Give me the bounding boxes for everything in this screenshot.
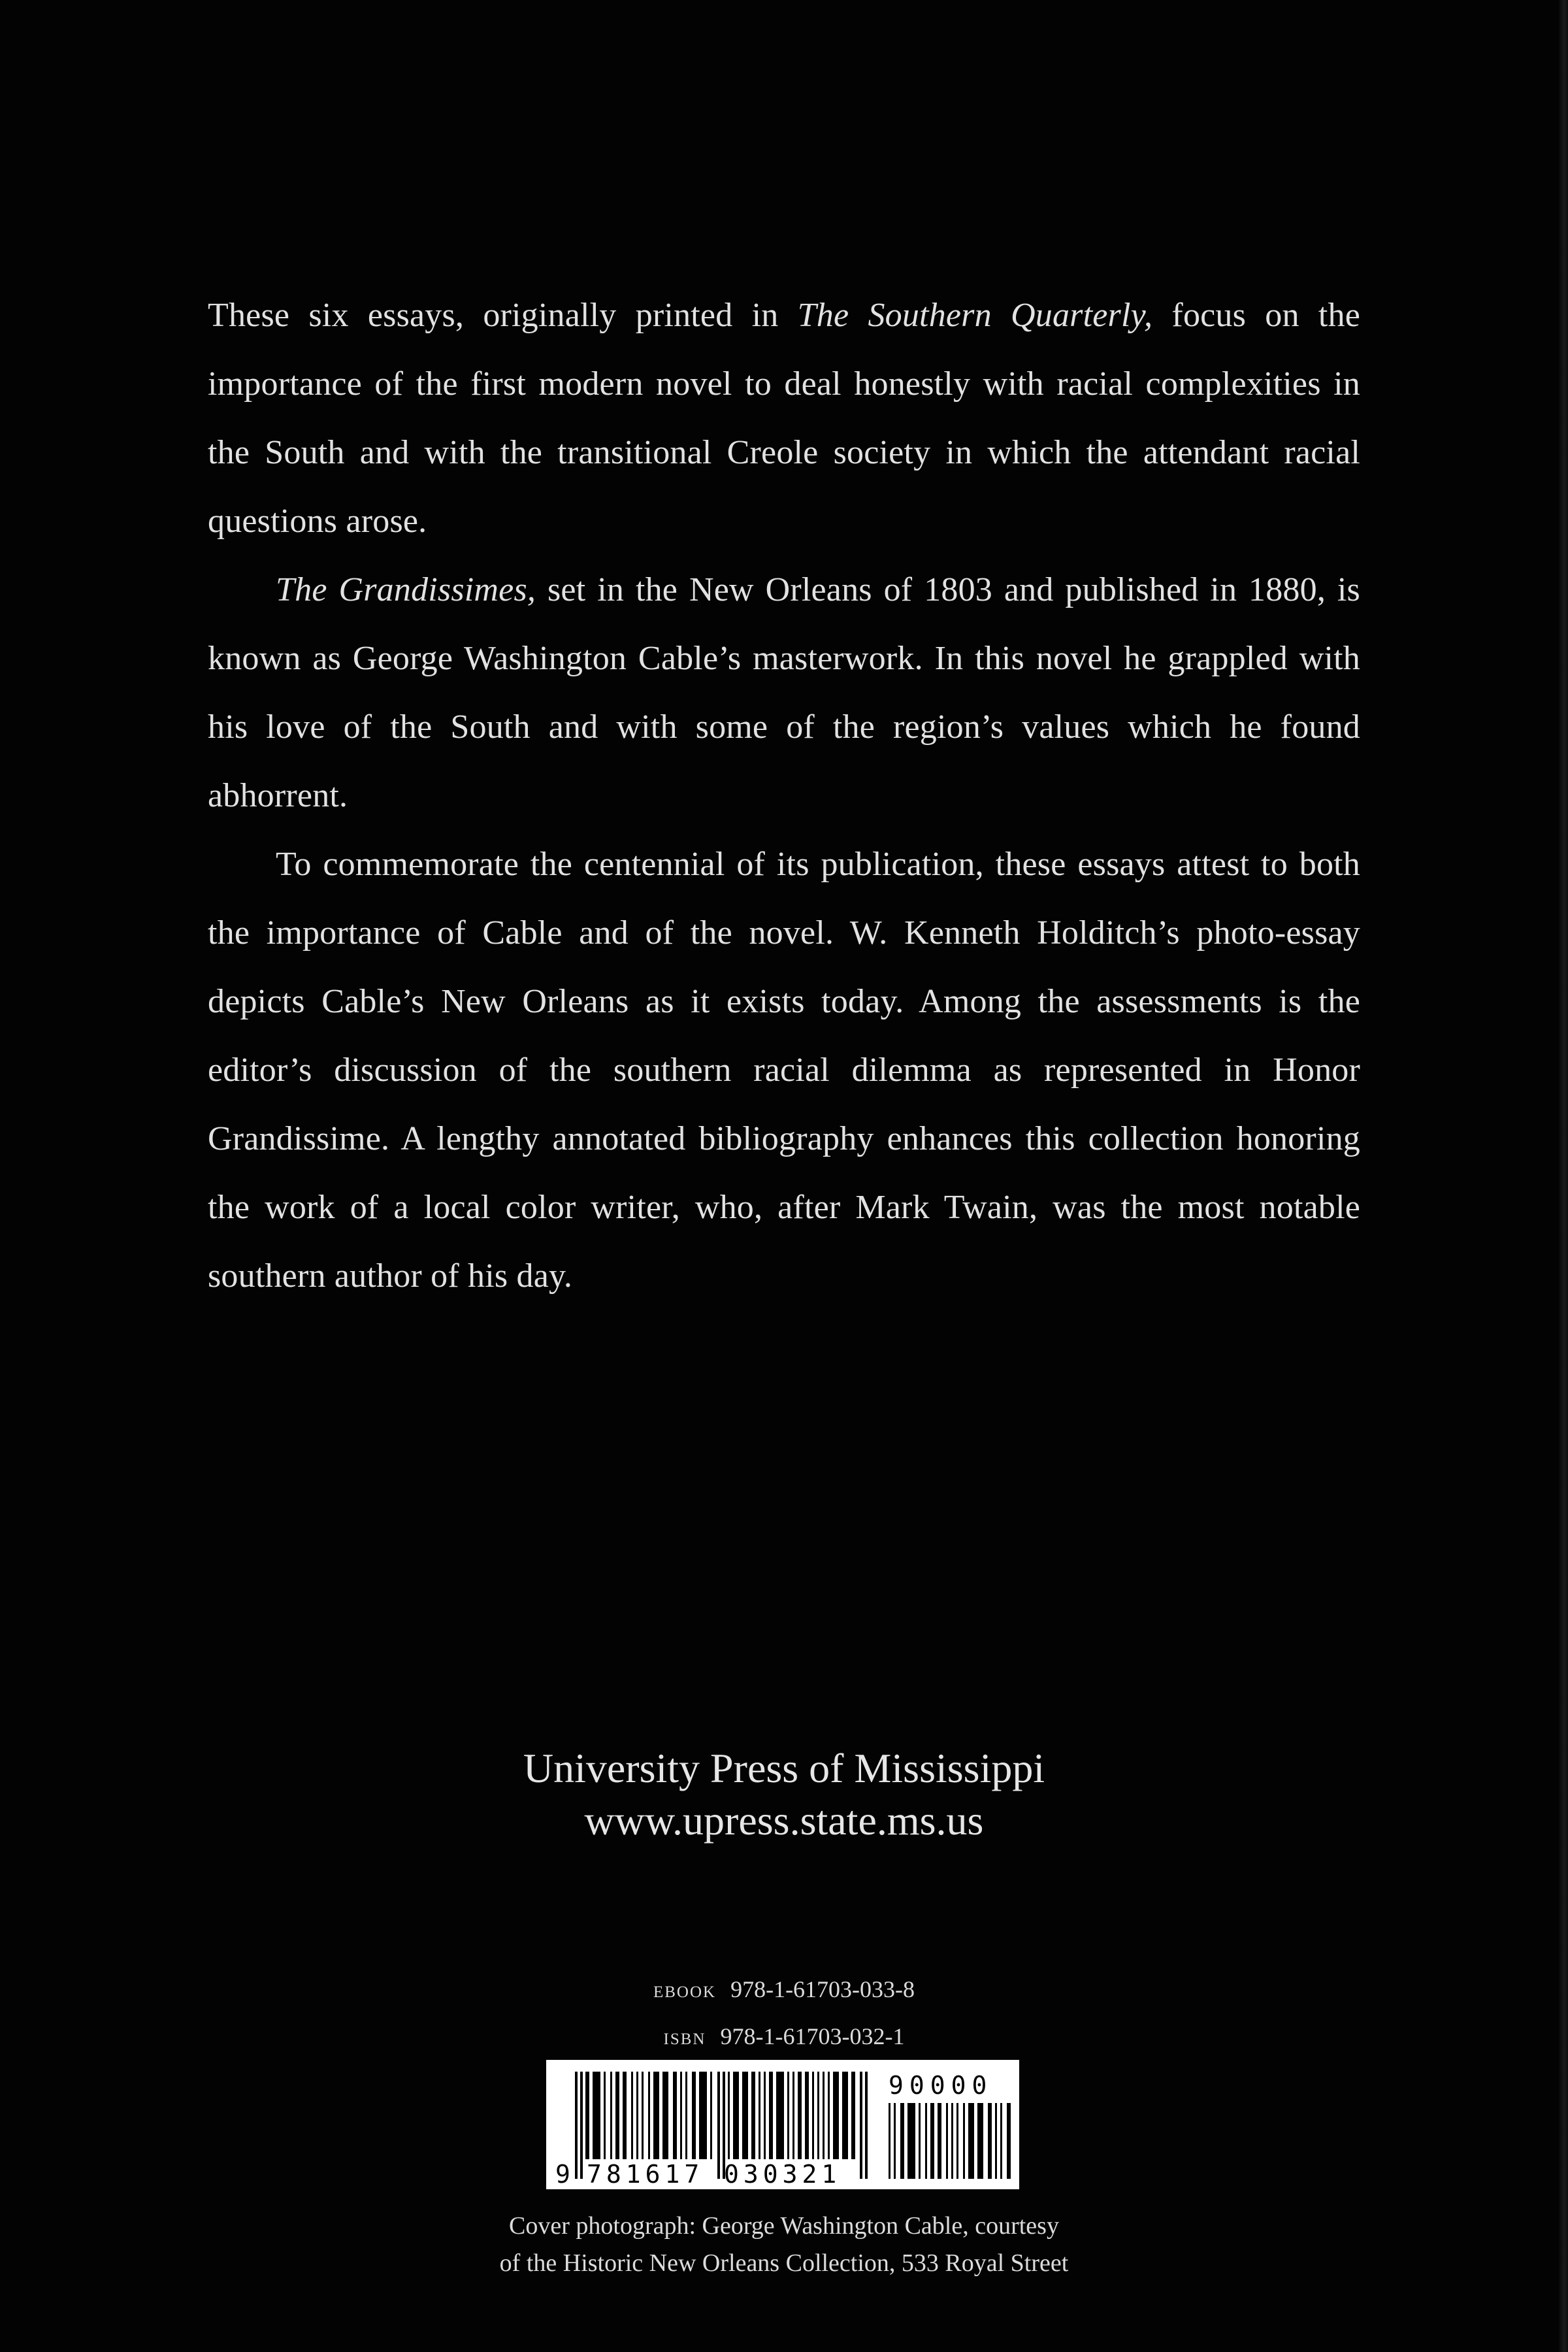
blurb-text: set in the New Orleans of 1803 and published in 1880, is known as George Washington Cable’s masterwork. In this novel he grappled with his love of the South and with some of the region’s values which he found abhorrent. — [208, 571, 1360, 814]
blurb-paragraph-3: To commemorate the centennial of its publication, these essays attest to both the importance of Cable and of the novel. W. Kenneth Holditch’s photo-essay depicts Cable’s New Orleans as it exists today. Among the assessments is the editor’s discussion of the southern racial dilemma as represented in Honor Grandissime. A lengthy annotated bibliography enhances this collection honoring the work of a local color writer, who, after Mark Twain, was the most notable southern author of his day. — [208, 846, 1360, 1295]
barcode-bar — [710, 2072, 712, 2159]
barcode-bar — [769, 2072, 773, 2159]
barcode-bar — [900, 2103, 904, 2179]
barcode-bar — [699, 2072, 707, 2159]
barcode-guard-bar — [717, 2072, 720, 2179]
barcode-bar — [889, 2103, 890, 2179]
isbn-label: isbn — [663, 2023, 706, 2049]
barcode-bar — [894, 2103, 896, 2179]
barcode-bar — [623, 2072, 627, 2159]
barcode-bar — [776, 2072, 784, 2159]
barcode-bar — [585, 2072, 589, 2159]
barcode-bar — [604, 2072, 606, 2159]
barcode-bar — [995, 2103, 997, 2179]
barcode-bar — [812, 2072, 814, 2159]
barcode-bar — [1000, 2103, 1002, 2179]
credit-line-2: of the Historic New Orleans Collection, 533 Royal Street — [499, 2249, 1069, 2277]
barcode-bar — [642, 2072, 644, 2159]
ebook-label: ebook — [653, 1976, 717, 2002]
barcode-bar — [817, 2072, 819, 2159]
barcode-bar — [680, 2072, 682, 2159]
barcode-bar — [946, 2103, 948, 2179]
barcode-bar — [685, 2072, 687, 2159]
barcode-bar — [764, 2072, 766, 2159]
barcode-bar — [823, 2072, 825, 2159]
barcode-graphic — [546, 2060, 1019, 2189]
barcode-bar — [930, 2103, 934, 2179]
barcode-bar — [759, 2072, 760, 2159]
barcode — [546, 2060, 1019, 2189]
barcode-bar — [610, 2072, 612, 2159]
barcode-bar — [792, 2072, 794, 2159]
blurb-paragraph-2 — [208, 555, 1360, 830]
barcode-bar — [963, 2103, 965, 2179]
barcode-digits-left: 781617 — [587, 2160, 704, 2189]
barcode-guard-bar — [580, 2072, 583, 2179]
barcode-bar — [951, 2103, 953, 2179]
publisher-url: www.upress.state.ms.us — [584, 1797, 984, 1844]
barcode-bar — [938, 2103, 941, 2179]
credit-line-1: Cover photograph: George Washington Cable, courtesy — [509, 2212, 1059, 2240]
barcode-digits-right: 030321 — [724, 2160, 841, 2189]
barcode-bar — [798, 2072, 802, 2159]
barcode-bar — [805, 2072, 809, 2159]
barcode-bar — [636, 2072, 638, 2159]
barcode-bar — [919, 2103, 921, 2179]
description-blurb — [208, 281, 1360, 1310]
novel-title: The Grandissimes, — [276, 571, 536, 608]
barcode-bar — [925, 2103, 927, 2179]
barcode-bar — [956, 2103, 958, 2179]
barcode-bar — [988, 2103, 992, 2179]
barcode-addon-digits: 90000 — [889, 2071, 993, 2100]
barcode-bar — [977, 2103, 983, 2179]
barcode-guard-bar — [575, 2072, 578, 2179]
barcode-bar — [787, 2072, 789, 2159]
barcode-bar — [653, 2072, 659, 2159]
barcode-bar — [907, 2103, 915, 2179]
publisher-block — [0, 1742, 1568, 1847]
barcode-bar — [828, 2072, 830, 2159]
barcode-guard-bar — [860, 2072, 862, 2179]
barcode-bar — [692, 2072, 696, 2159]
barcode-digit-lead: 9 — [555, 2160, 570, 2189]
journal-title: The Southern Quarterly, — [797, 297, 1153, 334]
ebook-line — [0, 1966, 1568, 2013]
isbn-number: 978-1-61703-032-1 — [720, 2023, 905, 2049]
blurb-text: focus on the importance of the first modern novel to deal honestly with racial complexities in the South and with the transitional Creole society in which the attendant racial questions arose. — [208, 297, 1360, 540]
barcode-addon-bars — [889, 2103, 1011, 2179]
blurb-text: These six essays, originally printed in — [208, 297, 798, 334]
barcode-bar — [615, 2072, 619, 2159]
isbn-block — [0, 1966, 1568, 2060]
barcode-bar — [662, 2072, 668, 2159]
barcode-bar — [673, 2072, 677, 2159]
barcode-bar — [648, 2072, 650, 2159]
barcode-bar — [1007, 2103, 1011, 2179]
publisher-name: University Press of Mississippi — [523, 1745, 1045, 1791]
barcode-bar — [833, 2072, 839, 2159]
barcode-bar — [968, 2103, 974, 2179]
ebook-number: 978-1-61703-033-8 — [730, 1976, 915, 2002]
barcode-guard-bar — [865, 2072, 868, 2179]
barcode-bar — [593, 2072, 600, 2159]
barcode-bar — [851, 2072, 855, 2159]
barcode-bar — [842, 2072, 848, 2159]
cover-photo-credit — [0, 2208, 1568, 2282]
blurb-paragraph-1 — [208, 281, 1360, 555]
barcode-bar — [742, 2072, 748, 2159]
barcode-bar — [728, 2072, 730, 2159]
barcode-bar — [733, 2072, 739, 2159]
barcode-bar — [751, 2072, 755, 2159]
barcode-bar — [631, 2072, 633, 2159]
isbn-line — [0, 2013, 1568, 2060]
